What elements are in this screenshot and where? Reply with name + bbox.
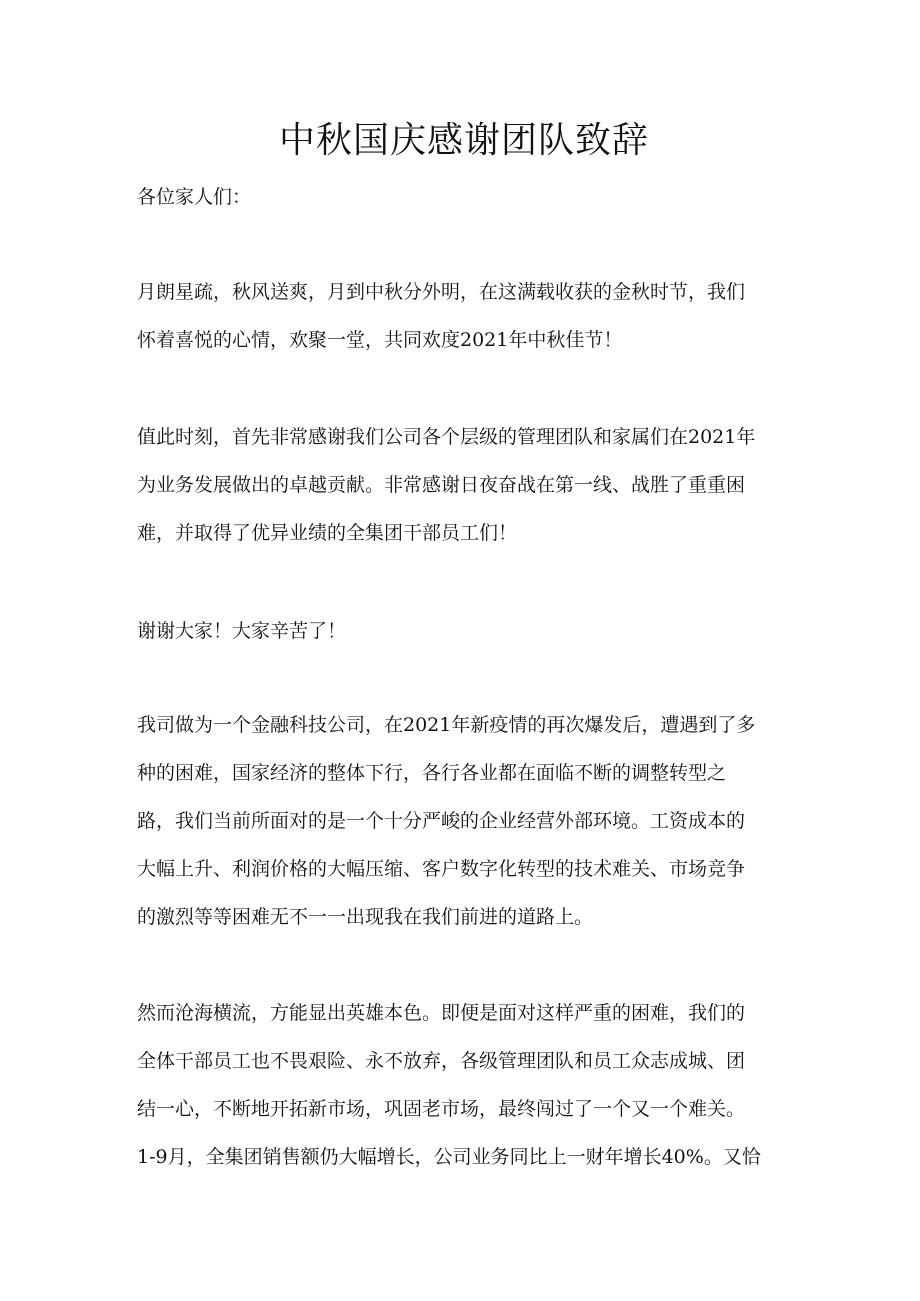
paragraph-line: 结一心，不断地开拓新市场，巩固老市场，最终闯过了一个又一个难关。 [137,1098,746,1120]
paragraph-thank-you [137,607,783,655]
paragraph-mid-autumn-greeting [137,268,783,364]
greeting: 各位家人们： [137,186,252,208]
paragraph-line: 大幅上升、利润价格的大幅压缩、客户数字化转型的技术难关、市场竞争 [137,858,746,880]
paragraph-line: 谢谢大家！大家辛苦了！ [137,620,347,642]
paragraph-line: 种的困难，国家经济的整体下行，各行各业都在面临不断的调整转型之 [137,762,727,784]
paragraph-line: 月朗星疏，秋风送爽，月到中秋分外明，在这满载收获的金秋时节，我们 [137,281,746,303]
paragraph-line: 的激烈等等困难无不一一出现我在我们前进的道路上。 [137,906,594,928]
paragraph-line: 难，并取得了优异业绩的全集团干部员工们！ [137,522,518,544]
document-title: 中秋国庆感谢团队致辞 [278,120,649,161]
paragraph-thanks-teams [137,413,783,557]
paragraph-achievements [137,989,783,1181]
paragraph-line: 路，我们当前所面对的是一个十分严峻的企业经营外部环境。工资成本的 [137,810,746,832]
paragraph-line: 我司做为一个金融科技公司，在2021年新疫情的再次爆发后，遭遇到了多 [137,714,756,736]
paragraph-line: 值此时刻，首先非常感谢我们公司各个层级的管理团队和家属们在2021年 [137,426,756,448]
paragraph-line: 为业务发展做出的卓越贡献。非常感谢日夜奋战在第一线、战胜了重重困 [137,474,746,496]
paragraph-difficulties [137,701,783,941]
paragraph-line: 然而沧海横流，方能显出英雄本色。即便是面对这样严重的困难，我们的 [137,1002,746,1024]
paragraph-line: 全体干部员工也不畏艰险、永不放弃，各级管理团队和员工众志成城、团 [137,1050,746,1072]
paragraph-line: 怀着喜悦的心情，欢聚一堂，共同欢度2021年中秋佳节！ [137,329,623,351]
paragraph-line: 1-9月，全集团销售额仍大幅增长，公司业务同比上一财年增长40%。又恰 [137,1146,761,1168]
